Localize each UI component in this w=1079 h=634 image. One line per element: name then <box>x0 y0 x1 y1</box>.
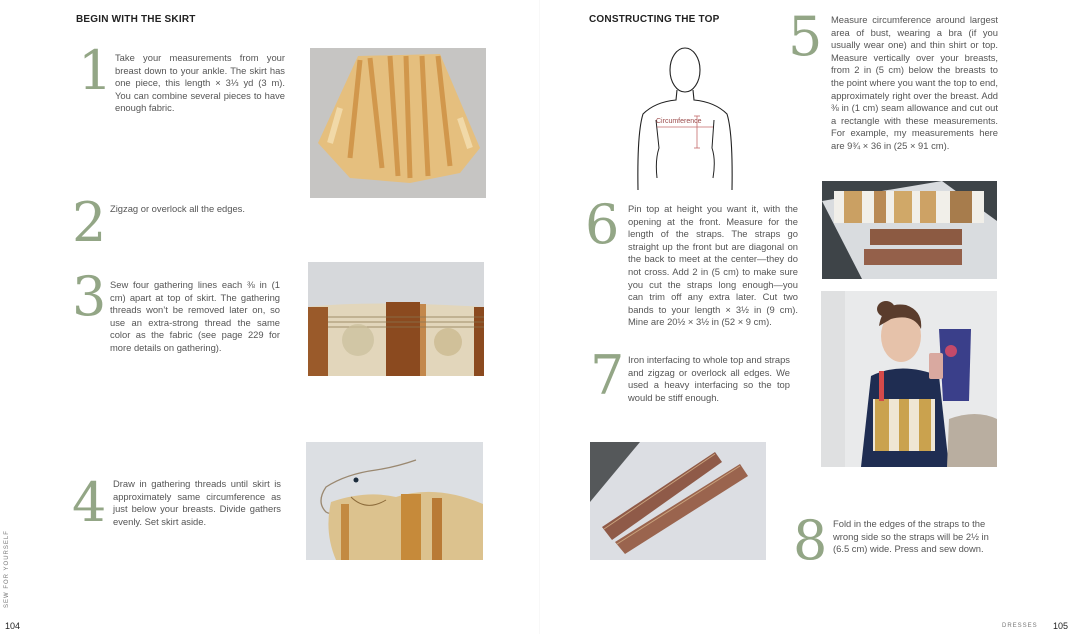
running-head-left: SEW FOR YOURSELF <box>4 530 10 608</box>
drawing-threads-photo <box>306 442 483 560</box>
gathering-lines-photo <box>308 262 484 376</box>
step-number-1: 1 <box>78 39 113 102</box>
step-number-2: 2 <box>72 191 107 254</box>
fitting-selfie-photo <box>821 291 997 467</box>
step-text-2: Zigzag or overlock all the edges. <box>110 203 245 214</box>
section-title-top: CONSTRUCTING THE TOP <box>589 14 720 25</box>
step-number-4: 4 <box>72 471 107 534</box>
step-text-3: Sew four gathering lines each ⅜ in (1 cm) apart at top of skirt. The gathering threads won’t be removed later on, so use an extra-strong thread the same color as the fabric (see page 229 for more details on gathering). <box>110 279 280 353</box>
step-number-3: 3 <box>72 265 107 328</box>
page-number-left: 104 <box>5 621 21 631</box>
interfaced-straps-photo <box>590 442 766 560</box>
step-number-5: 5 <box>788 5 823 68</box>
step-text-7: Iron interfacing to whole top and straps and zigzag or overlock all edges. We used a heavy interfacing so the top would be stiff enough. <box>628 354 790 403</box>
section-title-skirt: BEGIN WITH THE SKIRT <box>76 14 196 25</box>
step-text-5: Measure circumference around largest area of bust, wearing a bra (if you usually wear one) and thin shirt or top. Measure vertically over your breasts, from 2 in (5 cm) below the breasts to the point where you want the top to end, approximately right over the breast. Add ⅜ in (1 cm) seam allowance and cut out a rectangle with these measurements. For example, my measurements here are 9¾ × 36 in (25 × 91 cm). <box>831 14 998 151</box>
step-text-6: Pin top at height you want it, with the opening at the front. Measure for the length of the straps. The straps go straight up the front but are diagonal on the back to meet at the center—they do not cross. Add 2 in (5 cm) to make sure you cut the straps long enough—you can trim off any extra later. Cut two bands to your length × 3½ in (9 cm). Mine are 20½ × 3½ in (52 × 9 cm). <box>628 203 798 328</box>
step-text-8: Fold in the edges of the straps to the wrong side so the straps will be 2½ in (6.5 cm) wide. Press and sew down. <box>833 518 989 555</box>
gathered-skirt-photo <box>310 48 486 198</box>
page-number-right: 105 <box>1053 621 1069 631</box>
body-measurement-diagram <box>625 38 745 190</box>
cut-pieces-photo <box>822 181 997 279</box>
circumference-label: Circumference <box>656 118 702 125</box>
running-head-right: DRESSES <box>1002 623 1038 629</box>
step-number-6: 6 <box>585 193 620 256</box>
step-number-7: 7 <box>590 344 625 407</box>
page-gutter <box>539 0 540 634</box>
step-text-4: Draw in gathering threads until skirt is approximately same circumference as just below your breasts. Divide gathers evenly. Set skirt aside. <box>113 478 281 527</box>
step-text-1: Take your measurements from your breast down to your ankle. The skirt has one piece, this length × 3⅓ yd (3 m). You can combine several pieces to have enough fabric. <box>115 52 285 114</box>
step-number-8: 8 <box>793 509 828 572</box>
